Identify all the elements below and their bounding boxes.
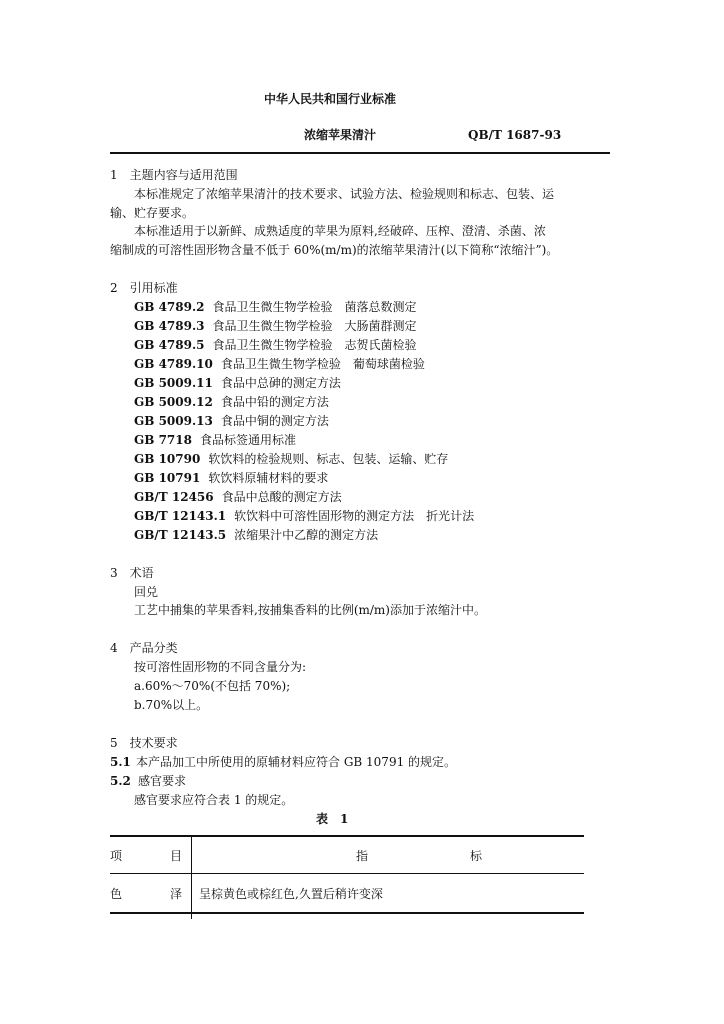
reference-item [134, 299, 417, 315]
table-bottom-rule [110, 912, 584, 914]
table-column-divider [191, 835, 192, 919]
reference-item [134, 337, 417, 353]
section-5-2-number: 5.2 [110, 774, 131, 788]
section-5-1-number: 5.1 [110, 755, 131, 769]
reference-title: 食品卫生微生物学检验 葡萄球菌检验 [220, 357, 425, 371]
term-definition: 工艺中捕集的苹果香料,按捕集香料的比例(m/m)添加于浓缩汁中。 [134, 603, 486, 617]
reference-title: 食品卫生微生物学检验 大肠菌群测定 [212, 319, 417, 333]
reference-title: 食品中总酸的测定方法 [221, 490, 342, 504]
reference-item [134, 527, 378, 543]
reference-code: GB 4789.10 [134, 357, 213, 371]
reference-code: GB 10791 [134, 471, 201, 485]
reference-item [134, 318, 417, 334]
reference-title: 软饮料中可溶性固形物的测定方法 折光计法 [234, 509, 475, 523]
table-row-label-part1: 色 [110, 887, 123, 901]
reference-code: GB/T 12143.1 [134, 509, 227, 523]
reference-item [134, 356, 425, 372]
reference-item [134, 413, 329, 429]
table-header-index-part2: 标 [470, 849, 483, 863]
reference-title: 食品中铅的测定方法 [220, 395, 329, 409]
reference-title: 食品卫生微生物学检验 菌落总数测定 [212, 300, 417, 314]
reference-title: 食品中总砷的测定方法 [220, 376, 341, 390]
table-caption: 表 1 [316, 812, 349, 826]
reference-code: GB 5009.13 [134, 414, 213, 428]
section-4-heading: 4 产品分类 [110, 641, 178, 655]
reference-title: 软饮料的检验规则、标志、包装、运输、贮存 [208, 452, 449, 466]
reference-code: GB 5009.12 [134, 395, 213, 409]
reference-item [134, 375, 341, 391]
section-5-heading: 5 技术要求 [110, 736, 178, 750]
section-1-para-1-line-2: 输、贮存要求。 [110, 206, 195, 220]
reference-code: GB 7718 [134, 433, 192, 447]
table-header-item-part2: 目 [170, 849, 183, 863]
section-1-para-2-line-1: 本标准适用于以新鲜、成熟适度的苹果为原料,经破碎、压榨、澄清、杀菌、浓 [134, 224, 546, 238]
table-header-item-part1: 项 [110, 849, 123, 863]
org-title: 中华人民共和国行业标准 [264, 92, 397, 106]
reference-code: GB 4789.5 [134, 338, 205, 352]
reference-title: 浓缩果汁中乙醇的测定方法 [234, 528, 379, 542]
reference-code: GB/T 12143.5 [134, 528, 227, 542]
reference-item [134, 451, 448, 467]
table-row-value: 呈棕黄色或棕红色,久置后稍许变深 [199, 887, 383, 901]
reference-code: GB 5009.11 [134, 376, 213, 390]
section-1-para-2-line-2: 缩制成的可溶性固形物含量不低于 60%(m/m)的浓缩苹果清汁(以下简称“浓缩汁”)。 [110, 243, 559, 257]
doc-title: 浓缩苹果清汁 [304, 128, 377, 142]
classification-item-a: a.60%～70%(不包括 70%); [134, 679, 291, 693]
table-header-index-part1: 指 [356, 849, 369, 863]
section-5-2-title: 感官要求 [138, 774, 187, 788]
section-5-2-text: 感官要求应符合表 1 的规定。 [134, 793, 294, 807]
reference-item [134, 508, 474, 524]
section-1-para-1-line-1: 本标准规定了浓缩苹果清汁的技术要求、试验方法、检验规则和标志、包装、运 [134, 187, 555, 201]
reference-code: GB 10790 [134, 452, 201, 466]
reference-code: GB 4789.2 [134, 300, 205, 314]
classification-item-b: b.70%以上。 [134, 698, 209, 712]
reference-code: GB 4789.3 [134, 319, 205, 333]
section-3-heading: 3 术语 [110, 566, 154, 580]
reference-item [134, 394, 329, 410]
reference-title: 食品标签通用标准 [199, 433, 296, 447]
table-header-rule [110, 873, 584, 874]
reference-title: 软饮料原辅材料的要求 [208, 471, 329, 485]
reference-code: GB/T 12456 [134, 490, 214, 504]
doc-number: QB/T 1687-93 [468, 128, 562, 142]
term-name: 回兑 [134, 585, 159, 599]
reference-title: 食品卫生微生物学检验 志贺氏菌检验 [212, 338, 417, 352]
section-5-1-text: 本产品加工中所使用的原辅材料应符合 GB 10791 的规定。 [136, 755, 457, 769]
reference-item [134, 432, 296, 448]
section-2-heading: 2 引用标准 [110, 281, 178, 295]
table-top-rule [110, 835, 584, 837]
reference-item [134, 489, 342, 505]
reference-title: 食品中铜的测定方法 [220, 414, 329, 428]
table-row-label-part2: 泽 [170, 887, 183, 901]
classification-intro: 按可溶性固形物的不同含量分为: [134, 660, 307, 674]
header-rule [110, 152, 610, 154]
section-1-heading: 1 主题内容与适用范围 [110, 168, 238, 182]
reference-item [134, 470, 328, 486]
